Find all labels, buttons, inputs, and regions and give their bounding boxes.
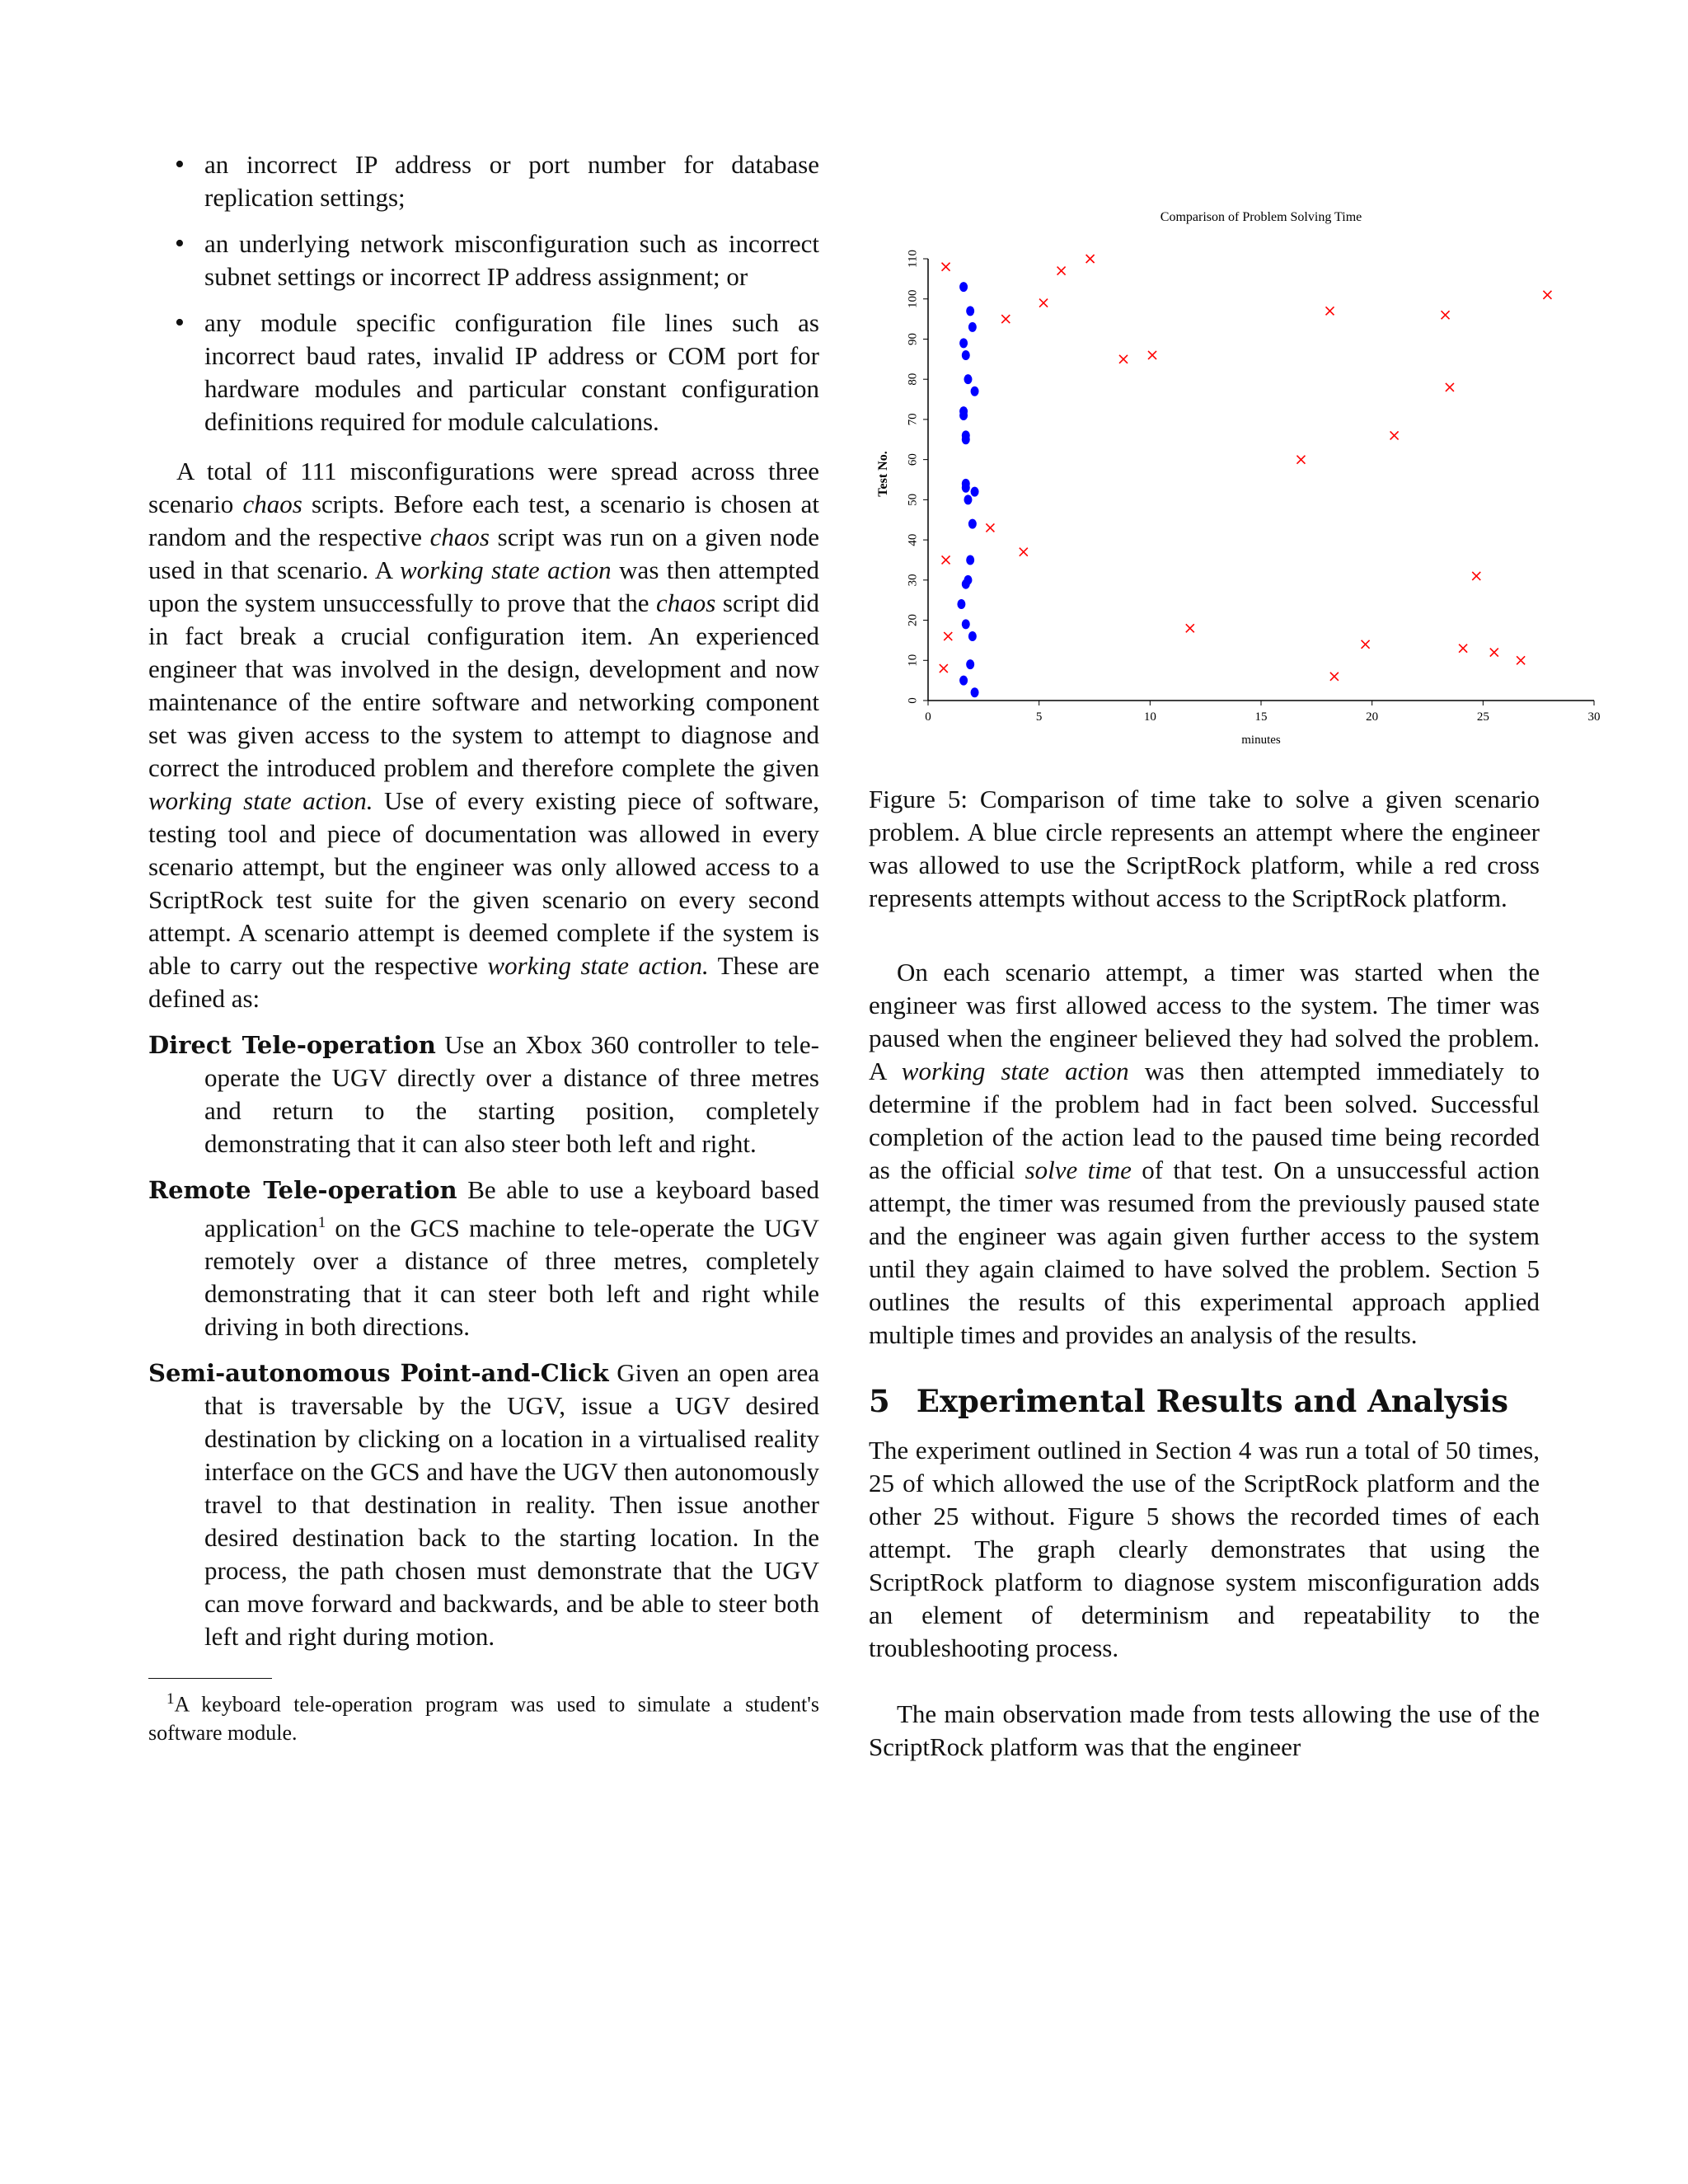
data-point-circle [964, 494, 972, 504]
section-heading: 5 Experimental Results and Analysis [869, 1383, 1508, 1419]
footnote: $^1$A keyboard tele-operation program was used to simulate a student's software module. [148, 1690, 819, 1745]
definition-item: Direct Tele-operation Use an Xbox 360 controller to tele-operate the UGV directly over a distance of three metres and return to the starting position, completely demonstrating that it can also steer both left and right. [148, 1030, 820, 1158]
y-tick-label: 10 [906, 654, 920, 667]
data-point-circle [968, 631, 977, 641]
data-point-circle [966, 306, 974, 316]
x-tick-label: 15 [1254, 710, 1268, 724]
chart-title: Comparison of Problem Solving Time [1160, 210, 1362, 224]
definition-item: Semi-autonomous Point-and-Click Given an open area that is traversable by the UGV, issue a UGV desired destination by clicking on a location in a virtualised reality interface on the GCS and have the UGV then autonomously travel to that destination in reality. Then issue another desired destination back to the starting location. In the process, the path chosen must demonstrate that the UGV can move forward and backwards, and be able to steer both left and right during motion. [148, 1358, 819, 1652]
y-tick-label: 70 [906, 413, 920, 426]
y-tick-label: 40 [906, 533, 920, 546]
data-point-circle [966, 659, 974, 669]
data-point-circle [968, 322, 977, 332]
data-point-circle [971, 487, 979, 497]
y-tick-label: 110 [906, 250, 920, 268]
data-point-circle [971, 687, 979, 697]
body-paragraph: On each scenario attempt, a timer was started when the engineer was first allowed access to the system. The timer was paused when the engineer believed they had solved the problem. A working state action was then attempted immediately to determine if the problem had in fact been solved. Successful completion of the action lead to the paused time being recorded as the official solve time of that test. On a unsuccessful action attempt, the timer was resumed from the previously paused state and the engineer was again given further access to the system until they again claimed to have solved the problem. Section 5 outlines the results of this experimental approach applied multiple times and provides an analysis of the results. [869, 958, 1540, 1349]
y-tick-label: 90 [906, 332, 920, 345]
x-tick-label: 5 [1035, 710, 1043, 724]
x-tick-label: 30 [1587, 710, 1601, 724]
footnote-marker[interactable]: 1 [317, 1214, 326, 1231]
body-paragraph: The experiment outlined in Section 4 was run a total of 50 times, 25 of which allowed the use of the ScriptRock platform and the other 25 without. Figure 5 shows the recorded times of each attempt. The graph clearly demonstrates that using the ScriptRock platform to diagnose system misconfiguration adds an element of determinism and repeatability to the troubleshooting process. [869, 1436, 1540, 1662]
definition-term: Semi-autonomous Point-and-Click [148, 1359, 609, 1388]
x-tick-label: 20 [1366, 710, 1379, 724]
definition-list [148, 1029, 819, 1653]
data-point-circle [964, 374, 972, 384]
scatter-figure [869, 198, 1611, 758]
y-tick-label: 60 [906, 453, 920, 466]
data-point-circle [957, 599, 965, 609]
definition-term: Remote Tele-operation [148, 1176, 457, 1204]
data-point-circle [959, 676, 968, 686]
footnote-divider [148, 1678, 272, 1679]
y-tick-label: 0 [906, 697, 920, 704]
x-tick-label: 0 [925, 710, 931, 724]
body-paragraph: The main observation made from tests allowing the use of the ScriptRock platform was that the engineer [869, 1699, 1540, 1761]
scatter-chart [869, 198, 1611, 758]
left-column [148, 148, 819, 1747]
x-axis-label: minutes [1241, 733, 1281, 747]
data-point-circle [962, 579, 970, 589]
y-axis-label: Test No. [876, 451, 890, 497]
x-tick-label: 25 [1476, 710, 1489, 724]
y-tick-label: 80 [906, 373, 920, 386]
misconfiguration-list [148, 148, 819, 438]
data-point-circle [962, 434, 970, 444]
y-tick-label: 50 [906, 493, 920, 506]
list-item: • any module specific configuration file lines such as incorrect baud rates, invalid IP address or COM port for hardware modules and particular constant configuration definitions required for module calculations. [204, 307, 819, 438]
y-tick-label: 30 [906, 574, 920, 587]
right-column [869, 783, 1540, 1774]
y-tick-label: 20 [906, 614, 920, 627]
data-point-circle [971, 387, 979, 396]
body-paragraph: A total of 111 misconfigurations were spread across three scenario chaos scripts. Before each test, a scenario is chosen at random and the respective chaos script was run on a given node used in that scenario. A working state action was then attempted upon the system unsuccessfully to prove that the chaos script did in fact break a crucial configuration item. An experienced engineer that was involved in the design, development and now maintenance of the entire software and networking component set was given access to the system to attempt to diagnose and correct the introduced problem and therefore complete the given working state action. Use of every existing piece of software, testing tool and piece of documentation was allowed in every scenario attempt, but the engineer was only allowed access to a ScriptRock test suite for the given scenario on every second attempt. A scenario attempt is deemed complete if the system is able to carry out the respective working state action. These are defined as: [148, 457, 820, 1013]
data-point-circle [959, 410, 968, 420]
y-tick-label: 100 [906, 289, 920, 308]
x-tick-label: 10 [1143, 710, 1156, 724]
definition-term: Direct Tele-operation [148, 1031, 436, 1059]
data-point-circle [962, 350, 970, 360]
data-point-circle [966, 555, 974, 565]
data-point-circle [959, 338, 968, 348]
figure-caption: Figure 5: Comparison of time take to solve a given scenario problem. A blue circle represents an attempt where the engineer was allowed to use the ScriptRock platform, while a red cross represents attempts without access to the ScriptRock platform. [869, 785, 1540, 912]
data-point-circle [962, 483, 970, 493]
data-point-circle [962, 619, 970, 629]
definition-item: Remote Tele-operation Be able to use a keyboard based application$^1$ on the GCS machine to tele-operate the UGV remotely over a distance of three metres, completely demonstrating that it can steer both left and right while driving in both directions. [148, 1175, 820, 1342]
data-point-circle [968, 519, 977, 529]
list-item: • an incorrect IP address or port number for database replication settings; [204, 148, 819, 214]
data-point-circle [959, 282, 968, 292]
list-item: • an underlying network misconfiguration such as incorrect subnet settings or incorrect IP address assignment; or [204, 227, 819, 293]
